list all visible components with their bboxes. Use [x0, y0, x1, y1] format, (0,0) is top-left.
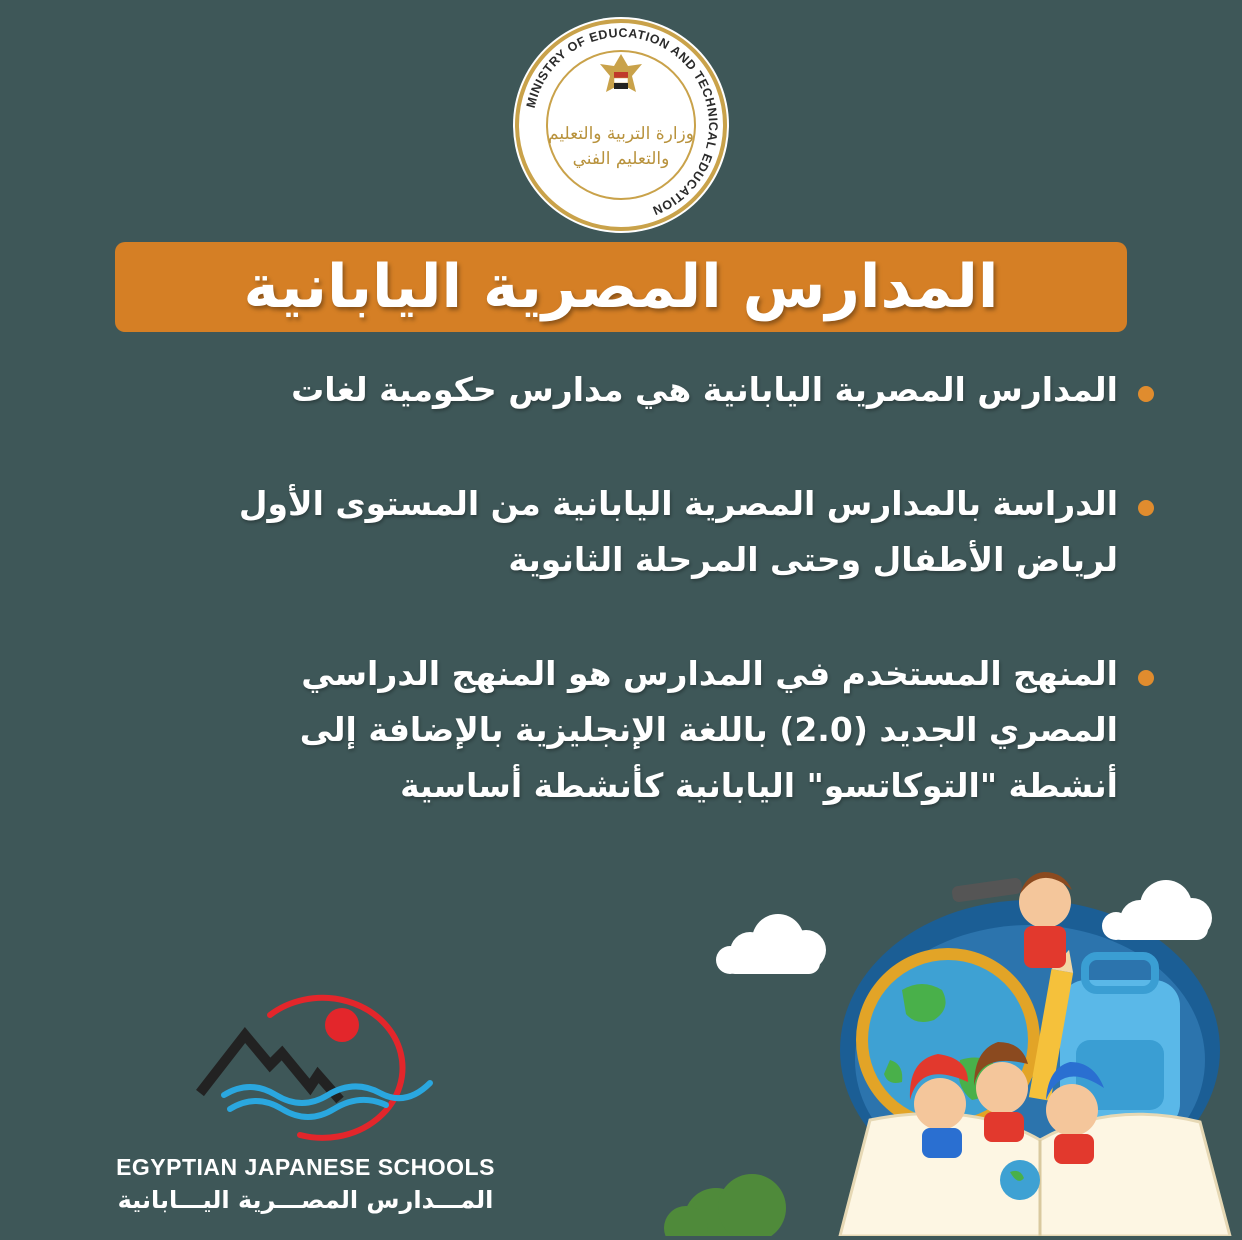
list-item — [94, 476, 1154, 588]
seal-arabic-line-2: والتعليم الفني — [572, 149, 670, 169]
page-title: المدارس المصرية اليابانية — [243, 252, 999, 322]
title-banner — [115, 242, 1127, 332]
list-item — [94, 646, 1154, 814]
list-item-line: أنشطة "التوكاتسو" اليابانية كأنشطة أساسية — [400, 766, 1118, 805]
list-item — [94, 362, 1154, 418]
logo-name-ar: المـــدارس المصـــرية اليـــابانية — [117, 1186, 494, 1214]
logo-name-en: EGYPTIAN JAPANESE SCHOOLS — [116, 1154, 495, 1180]
cloud-icon — [1102, 880, 1212, 940]
list-item-line: لرياض الأطفال وحتى المرحلة الثانوية — [508, 540, 1118, 579]
bush-icon — [664, 1174, 786, 1236]
bullet-dot-icon — [1138, 386, 1154, 402]
sun-icon — [325, 1008, 359, 1042]
ejs-logo — [190, 975, 450, 1145]
bullet-dot-icon — [1138, 500, 1154, 516]
list-item-line: الدراسة بالمدارس المصرية اليابانية من المستوى الأول — [238, 484, 1118, 523]
bullet-dot-icon — [1138, 670, 1154, 686]
list-item-line: المنهج المستخدم في المدارس هو المنهج الدراسي — [301, 654, 1118, 693]
seal-arabic-line-1: وزارة التربية والتعليم — [548, 124, 694, 144]
seal-ring-text: MINISTRY OF EDUCATION AND TECHNICAL EDUCATION — [523, 25, 721, 218]
kids-globe-illustration — [640, 860, 1242, 1236]
ministry-seal — [510, 14, 732, 236]
list-item-line: المصري الجديد (2.0) باللغة الإنجليزية بالإضافة إلى — [299, 710, 1118, 749]
info-list — [94, 362, 1154, 814]
list-item-line: المدارس المصرية اليابانية هي مدارس حكومية لغات — [291, 370, 1118, 409]
cloud-icon — [716, 914, 826, 974]
